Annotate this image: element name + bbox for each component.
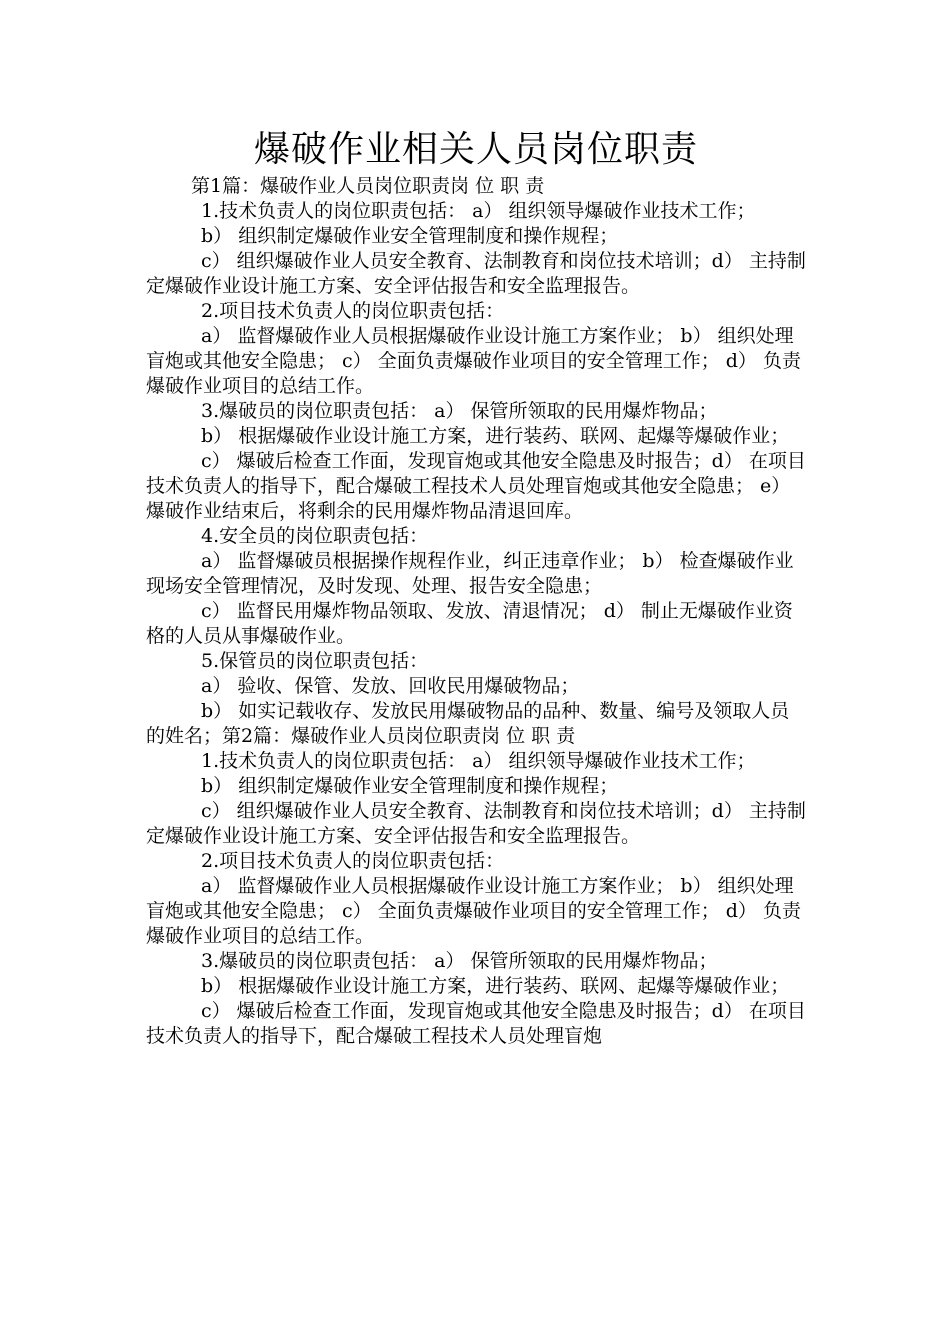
- paragraph-14: a） 验收、保管、发放、回收民用爆破物品；: [201, 675, 580, 697]
- paragraph-3: b） 组织制定爆破作业安全管理制度和操作规程；: [201, 225, 619, 247]
- paragraph-13: 5.保管员的岗位职责包括：: [201, 650, 429, 672]
- paragraph-15: b） 如实记载收存、发放民用爆破物品的品种、数量、编号及领取人员的姓名；第2篇：爆破作业人员岗位职责岗 位 职 责: [146, 700, 790, 747]
- document-title: 爆破作业相关人员岗位职责: [253, 129, 698, 170]
- paragraph-19: 2.项目技术负责人的岗位职责包括：: [201, 850, 505, 872]
- paragraph-5: 2.项目技术负责人的岗位职责包括：: [201, 300, 505, 322]
- paragraph-22: b） 根据爆破作业设计施工方案，进行装药、联网、起爆等爆破作业；: [201, 975, 790, 997]
- paragraph-23: c） 爆破后检查工作面，发现盲炮或其他安全隐患及时报告；d） 在项目技术负责人的指导下，配合爆破工程技术人员处理盲炮: [146, 1000, 806, 1047]
- paragraph-2: 1.技术负责人的岗位职责包括： a） 组织领导爆破作业技术工作；: [201, 200, 756, 222]
- paragraph-12: c） 监督民用爆炸物品领取、发放、清退情况； d） 制止无爆破作业资格的人员从事爆破作业。: [146, 600, 793, 647]
- paragraph-7: 3.爆破员的岗位职责包括： a） 保管所领取的民用爆炸物品；: [201, 400, 718, 422]
- document-body: [146, 174, 806, 1049]
- paragraph-6: a） 监督爆破作业人员根据爆破作业设计施工方案作业； b） 组织处理盲炮或其他安全隐患； c） 全面负责爆破作业项目的安全管理工作； d） 负责爆破作业项目的总结工作。: [146, 325, 801, 397]
- paragraph-17: b） 组织制定爆破作业安全管理制度和操作规程；: [201, 775, 619, 797]
- paragraph-1: 第1篇：爆破作业人员岗位职责岗 位 职 责: [191, 175, 545, 197]
- paragraph-20: a） 监督爆破作业人员根据爆破作业设计施工方案作业； b） 组织处理盲炮或其他安全隐患； c） 全面负责爆破作业项目的安全管理工作； d） 负责爆破作业项目的总结工作。: [146, 875, 801, 947]
- paragraph-9: c） 爆破后检查工作面，发现盲炮或其他安全隐患及时报告；d） 在项目技术负责人的指导下，配合爆破工程技术人员处理盲炮或其他安全隐患； e） 爆破作业结束后，将剩余的民用爆炸物品清退回库。: [146, 450, 806, 522]
- paragraph-8: b） 根据爆破作业设计施工方案，进行装药、联网、起爆等爆破作业；: [201, 425, 790, 447]
- paragraph-18: c） 组织爆破作业人员安全教育、法制教育和岗位技术培训；d） 主持制定爆破作业设计施工方案、安全评估报告和安全监理报告。: [146, 800, 806, 847]
- document-page: [146, 128, 806, 1049]
- paragraph-16: 1.技术负责人的岗位职责包括： a） 组织领导爆破作业技术工作；: [201, 750, 756, 772]
- paragraph-11: a） 监督爆破员根据操作规程作业，纠正违章作业； b） 检查爆破作业现场安全管理情况，及时发现、处理、报告安全隐患；: [146, 550, 794, 597]
- paragraph-21: 3.爆破员的岗位职责包括： a） 保管所领取的民用爆炸物品；: [201, 950, 718, 972]
- paragraph-10: 4.安全员的岗位职责包括：: [201, 525, 429, 547]
- paragraph-4: c） 组织爆破作业人员安全教育、法制教育和岗位技术培训；d） 主持制定爆破作业设计施工方案、安全评估报告和安全监理报告。: [146, 250, 806, 297]
